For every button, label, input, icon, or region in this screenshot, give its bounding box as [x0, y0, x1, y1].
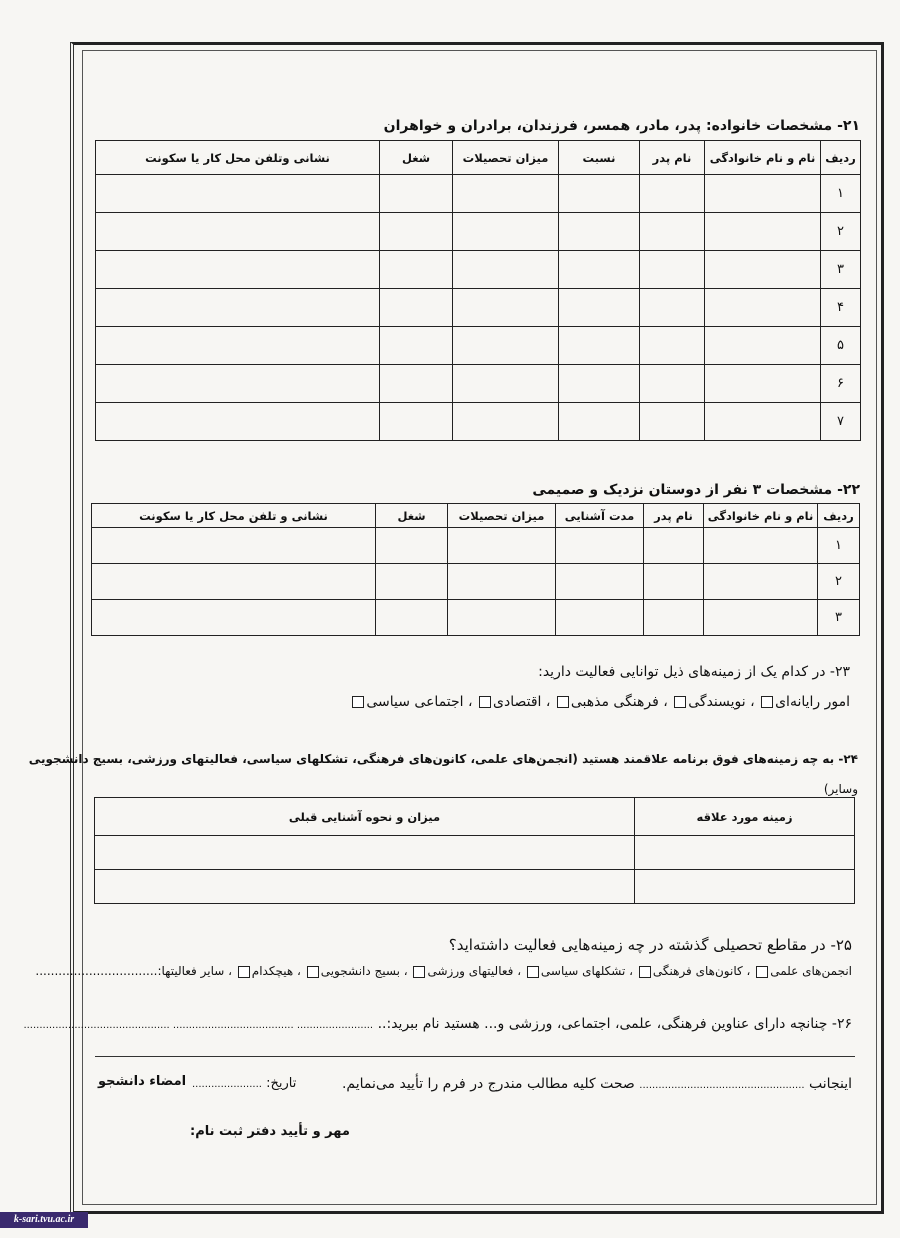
cell[interactable]	[635, 836, 855, 870]
option-label: ، بسیج دانشجویی	[320, 964, 408, 978]
interests-table	[94, 797, 855, 904]
checkbox[interactable]	[674, 696, 686, 708]
cell[interactable]	[376, 600, 448, 636]
table-row	[92, 600, 860, 636]
col-full-name: نام و نام خانوادگی	[704, 504, 818, 528]
option-label: ، کانون‌های فرهنگی	[652, 964, 751, 978]
section-23-title: ۲۳- در کدام یک از زمینه‌های ذیل توانایی فعالیت دارید:	[538, 664, 850, 680]
table-row	[92, 564, 860, 600]
table-row	[95, 836, 855, 870]
family-table	[95, 140, 861, 441]
col-familiarity: میزان و نحوه آشنایی قبلی	[95, 798, 635, 836]
cell[interactable]	[704, 528, 818, 564]
col-relation: نسبت	[559, 141, 640, 175]
student-name-field[interactable]: ....................................................	[639, 1080, 805, 1091]
cell[interactable]	[448, 528, 556, 564]
checkbox[interactable]	[639, 966, 651, 978]
col-row-number: ردیف	[821, 141, 861, 175]
cell[interactable]	[376, 528, 448, 564]
cell[interactable]	[95, 870, 635, 904]
checkbox[interactable]	[307, 966, 319, 978]
checkbox[interactable]	[352, 696, 364, 708]
cell[interactable]	[95, 836, 635, 870]
cell[interactable]	[448, 564, 556, 600]
row-number: ۳	[818, 600, 860, 636]
option-other	[35, 964, 232, 978]
checkbox[interactable]	[756, 966, 768, 978]
cell[interactable]	[453, 365, 559, 403]
option-cultural-centers	[637, 964, 751, 978]
cell[interactable]	[556, 528, 644, 564]
cell[interactable]	[453, 403, 559, 441]
cell[interactable]	[704, 564, 818, 600]
cell[interactable]	[453, 289, 559, 327]
cell[interactable]	[705, 213, 821, 251]
option-political-groups	[525, 964, 633, 978]
friends-table	[91, 503, 860, 636]
section-25-title: ۲۵- در مقاطع تحصیلی گذشته در چه زمینه‌هایی فعالیت داشته‌اید؟	[448, 936, 852, 954]
cell[interactable]	[640, 403, 705, 441]
cell[interactable]	[380, 327, 453, 365]
option-writing	[672, 694, 754, 710]
date-field[interactable]: ......................	[192, 1079, 262, 1090]
signature-label: امضاء دانشجو	[98, 1074, 187, 1089]
checkbox[interactable]	[413, 966, 425, 978]
cell[interactable]	[559, 175, 640, 213]
cell[interactable]	[559, 213, 640, 251]
cell[interactable]	[640, 365, 705, 403]
cell[interactable]	[96, 289, 380, 327]
option-label: ، اقتصادی	[493, 694, 551, 710]
option-scientific-associations	[754, 964, 852, 978]
col-job: شغل	[380, 141, 453, 175]
col-job: شغل	[376, 504, 448, 528]
cell[interactable]	[704, 600, 818, 636]
option-none	[236, 964, 301, 978]
option-label: ، فرهنگی مذهبی	[570, 694, 668, 710]
col-address-phone: نشانی و تلفن محل کار یا سکونت	[92, 504, 376, 528]
cell[interactable]	[705, 403, 821, 441]
date-row	[192, 1076, 296, 1091]
cell[interactable]	[453, 175, 559, 213]
cell[interactable]	[380, 365, 453, 403]
cell[interactable]	[96, 251, 380, 289]
cell[interactable]	[705, 251, 821, 289]
cell[interactable]	[559, 251, 640, 289]
titles-field[interactable]: ........................ ...................................... ..............................................	[23, 1020, 374, 1031]
cell[interactable]	[453, 251, 559, 289]
option-label: انجمن‌های علمی	[770, 964, 852, 978]
table-row	[96, 289, 861, 327]
option-label: ، تشکلهای سیاسی	[540, 964, 634, 978]
cell[interactable]	[644, 528, 704, 564]
cell[interactable]	[640, 175, 705, 213]
col-address-phone: نشانی وتلفن محل کار یا سکونت	[96, 141, 380, 175]
cell[interactable]	[376, 564, 448, 600]
declaration-row	[342, 1076, 852, 1092]
option-label: ، هیچکدام	[251, 964, 301, 978]
cell[interactable]	[640, 251, 705, 289]
option-label: ، اجتماعی سیاسی	[366, 694, 473, 710]
declaration-start: اینجانب	[809, 1076, 852, 1092]
row-number: ۷	[821, 403, 861, 441]
cell[interactable]	[705, 289, 821, 327]
col-acquaintance-duration: مدت آشنایی	[556, 504, 644, 528]
cell[interactable]	[559, 327, 640, 365]
row-number: ۲	[818, 564, 860, 600]
option-social-political	[350, 694, 472, 710]
col-education: میزان تحصیلات	[453, 141, 559, 175]
option-computer	[759, 694, 850, 710]
family-table-header	[96, 141, 861, 175]
section-24-title: ۲۴- به چه زمینه‌های فوق برنامه علاقمند هستید (انجمن‌های علمی، کانون‌های فرهنگی، تشکلهای سیاسی، فعالیتهای ورزشی، بسیج دانشجویی	[28, 752, 858, 766]
cell[interactable]	[644, 564, 704, 600]
checkbox[interactable]	[527, 966, 539, 978]
cell[interactable]	[380, 403, 453, 441]
table-row	[96, 175, 861, 213]
row-number: ۵	[821, 327, 861, 365]
cell[interactable]	[448, 600, 556, 636]
declaration-end: صحت کلیه مطالب مندرج در فرم را تأیید می‌نمایم.	[341, 1076, 635, 1092]
cell[interactable]	[556, 600, 644, 636]
cell[interactable]	[380, 289, 453, 327]
stamp-label: مهر و تأیید دفتر ثبت نام:	[190, 1124, 350, 1139]
cell[interactable]	[96, 327, 380, 365]
table-row	[96, 327, 861, 365]
cell[interactable]	[453, 213, 559, 251]
row-number: ۱	[818, 528, 860, 564]
col-father-name: نام پدر	[644, 504, 704, 528]
row-number: ۲	[821, 213, 861, 251]
checkbox[interactable]	[557, 696, 569, 708]
cell[interactable]	[556, 564, 644, 600]
checkbox[interactable]	[761, 696, 773, 708]
row-number: ۱	[821, 175, 861, 213]
section-26-title: ۲۶- چنانچه دارای عناوین فرهنگی، علمی، اجتماعی، ورزشی و... هستید نام ببرید:..	[377, 1016, 852, 1032]
col-education: میزان تحصیلات	[448, 504, 556, 528]
cell[interactable]	[96, 403, 380, 441]
cell[interactable]	[640, 289, 705, 327]
section-23-options	[350, 694, 850, 710]
option-sports	[411, 964, 521, 978]
row-number: ۳	[821, 251, 861, 289]
option-label: ، نویسندگی	[688, 694, 755, 710]
table-row	[95, 870, 855, 904]
col-father-name: نام پدر	[640, 141, 705, 175]
table-row	[96, 213, 861, 251]
option-cultural-religious	[555, 694, 668, 710]
table-row	[96, 403, 861, 441]
cell[interactable]	[96, 175, 380, 213]
cell[interactable]	[644, 600, 704, 636]
section-24-title-cont: وسایر)	[823, 782, 858, 796]
friends-table-header	[92, 504, 860, 528]
checkbox[interactable]	[479, 696, 491, 708]
divider	[95, 1056, 855, 1057]
cell[interactable]	[380, 251, 453, 289]
cell[interactable]	[96, 365, 380, 403]
row-number: ۴	[821, 289, 861, 327]
col-full-name: نام و نام خانوادگی	[705, 141, 821, 175]
col-interest-field: زمینه مورد علاقه	[635, 798, 855, 836]
row-number: ۶	[821, 365, 861, 403]
cell[interactable]	[640, 213, 705, 251]
cell[interactable]	[640, 327, 705, 365]
date-label: تاریخ:	[266, 1076, 297, 1091]
cell[interactable]	[559, 289, 640, 327]
table-row	[96, 251, 861, 289]
option-label: ، فعالیتهای ورزشی	[427, 964, 522, 978]
option-economic	[477, 694, 550, 710]
cell[interactable]	[92, 528, 376, 564]
section-26-row	[23, 1016, 852, 1032]
cell[interactable]	[705, 327, 821, 365]
other-activities-field[interactable]: ................................	[35, 964, 158, 978]
cell[interactable]	[92, 564, 376, 600]
cell[interactable]	[635, 870, 855, 904]
cell[interactable]	[705, 175, 821, 213]
col-row-number: ردیف	[818, 504, 860, 528]
checkbox[interactable]	[238, 966, 250, 978]
cell[interactable]	[92, 600, 376, 636]
interests-table-header	[95, 798, 855, 836]
cell[interactable]	[380, 213, 453, 251]
cell[interactable]	[380, 175, 453, 213]
cell[interactable]	[96, 213, 380, 251]
cell[interactable]	[559, 403, 640, 441]
option-label: امور رایانه‌ای	[775, 694, 850, 710]
cell[interactable]	[705, 365, 821, 403]
cell[interactable]	[453, 327, 559, 365]
option-label: ، سایر فعالیتها:	[157, 964, 232, 978]
section-22-title: ۲۲- مشخصات ۳ نفر از دوستان نزدیک و صمیمی	[532, 482, 860, 498]
cell[interactable]	[559, 365, 640, 403]
section-25-options	[35, 964, 852, 978]
site-watermark: k-sari.tvu.ac.ir	[0, 1212, 88, 1228]
section-21-title: ۲۱- مشخصات خانواده: پدر، مادر، همسر، فرزندان، برادران و خواهران	[383, 118, 860, 134]
option-basij	[305, 964, 408, 978]
table-row	[92, 528, 860, 564]
table-row	[96, 365, 861, 403]
